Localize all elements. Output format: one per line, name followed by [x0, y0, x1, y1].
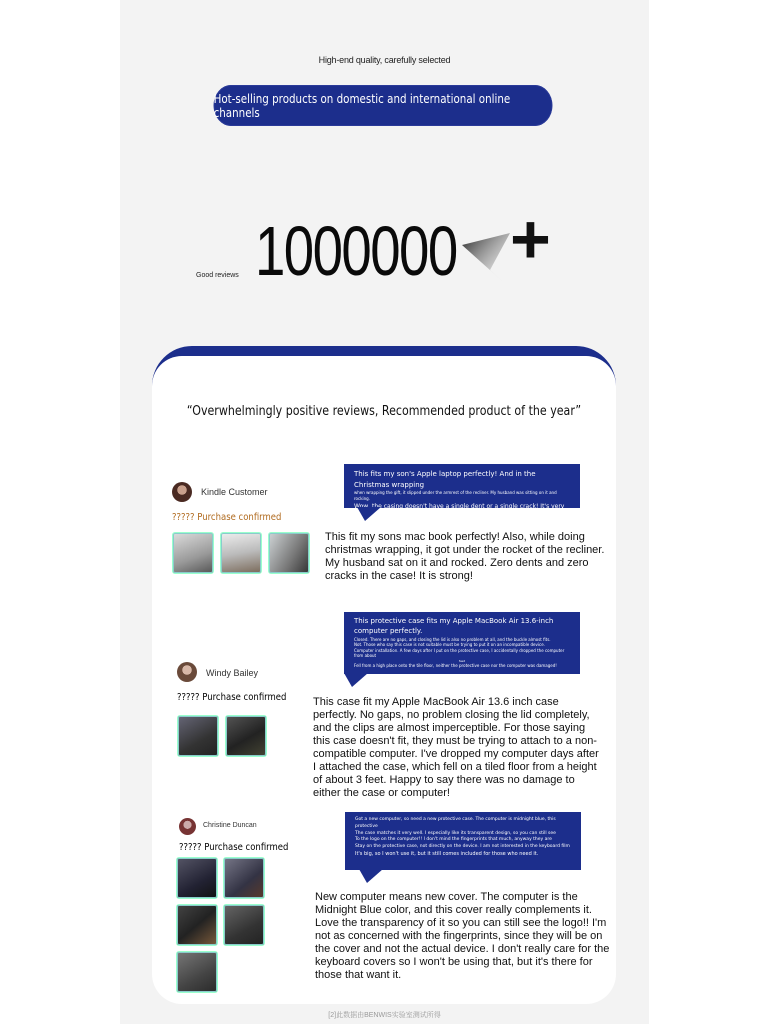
reviewer-name: Windy Bailey [206, 668, 259, 678]
card-title: “Overwhelmingly positive reviews, Recommended product of the year” [186, 404, 582, 419]
photo-thumbnail[interactable] [223, 904, 265, 946]
photo-thumbnail[interactable] [176, 904, 218, 946]
plus-sign: + [510, 200, 551, 278]
photo-thumbnail[interactable] [225, 715, 267, 757]
reviews-count: 1000000 [255, 212, 457, 290]
good-reviews-label: Good reviews [196, 272, 239, 279]
translation-bubble: This protective case fits my Apple MacBook Air 13.6-inch computer perfectly. Closed. There are no gaps, and closing the lid is also no problem at all, and the buckle almost fits. Not. Those who say this case is not suitable must be trying to put it on an incompatible device. Computer installation. A few days after I put on the protective case, I accidentally dropped the computer from about feet Fell from a high place onto the tile floor, neither the protective case nor the computer was damaged! [344, 612, 580, 674]
bubble-tail [357, 507, 381, 521]
photo-thumbnail[interactable] [176, 951, 218, 993]
photo-thumbnail[interactable] [172, 532, 214, 574]
review-text: This fit my sons mac book perfectly! Also, while doing christmas wrapping, it got under the rocket of the recliner. My husband sat on it and rocked. Zero dents and zero cracks in the case! It is strong! [325, 531, 605, 582]
translation-bubble: This fits my son's Apple laptop perfectly! And in the Christmas wrapping when wrapping the gift, it slipped under the armrest of the recliner. My husband was sitting on it and rocking. Wow, the casing doesn't have a single dent or a single crack! It's very sturdy! [344, 464, 580, 508]
purchase-confirmed: ????? Purchase confirmed [177, 692, 287, 703]
channels-banner: Hot-selling products on domestic and international online channels [214, 85, 553, 126]
purchase-confirmed: ????? Purchase confirmed [172, 512, 282, 523]
review-photos [172, 532, 312, 574]
reviews-card [152, 356, 616, 1004]
review-text: This case fit my Apple MacBook Air 13.6 inch case perfectly. No gaps, no problem closing the lid completely, and the clips are almost imperceptible. For those saying this case doesn't fit, they must be trying to attach to a non-compatible computer. I've dropped my computer days after I attached the case, which fell on a tiled floor from a height of about 3 feet. Happy to say there was no damage to either the case or computer! [313, 696, 599, 799]
review-photos [176, 857, 306, 993]
reviewer-name: Kindle Customer [201, 487, 268, 497]
photo-thumbnail[interactable] [268, 532, 310, 574]
purchase-confirmed: ????? Purchase confirmed [179, 842, 289, 853]
photo-thumbnail[interactable] [220, 532, 262, 574]
photo-thumbnail[interactable] [177, 715, 219, 757]
avatar [177, 662, 197, 682]
review-photos [177, 715, 277, 757]
page-panel [120, 0, 649, 1024]
translation-bubble: Got a new computer, so need a new protective case. The computer is midnight blue, this protective The case matches it very well. I especially like its transparent design, so you can still see To the logo on the computer!! I don't mind the fingerprints that much, anyway they are Stay on the protective case, not directly on the device. I am not interested in the keyboard film It's big, so I won't use it, but it still comes included for those who need it. [345, 812, 581, 870]
reviewer-name: Christine Duncan [203, 822, 257, 829]
avatar [179, 818, 196, 835]
bubble-tail [344, 673, 368, 687]
avatar [172, 482, 192, 502]
bubble-tail [359, 869, 383, 883]
footer-note: [2]此数据由BENWIS实验室测试所得 [328, 1012, 441, 1019]
tagline: High-end quality, carefully selected [318, 55, 451, 65]
photo-thumbnail[interactable] [176, 857, 218, 899]
review-text: New computer means new cover. The computer is the Midnight Blue color, and this cover really complements it. Love the transparency of it so you can still see the logo!! I'm not as concerned with the fingerprints, since they will be on the cover and not the actual device. I don't really care for the keyboard covers so I won't be using that, but it's there for those that want it. [315, 891, 610, 981]
photo-thumbnail[interactable] [223, 857, 265, 899]
